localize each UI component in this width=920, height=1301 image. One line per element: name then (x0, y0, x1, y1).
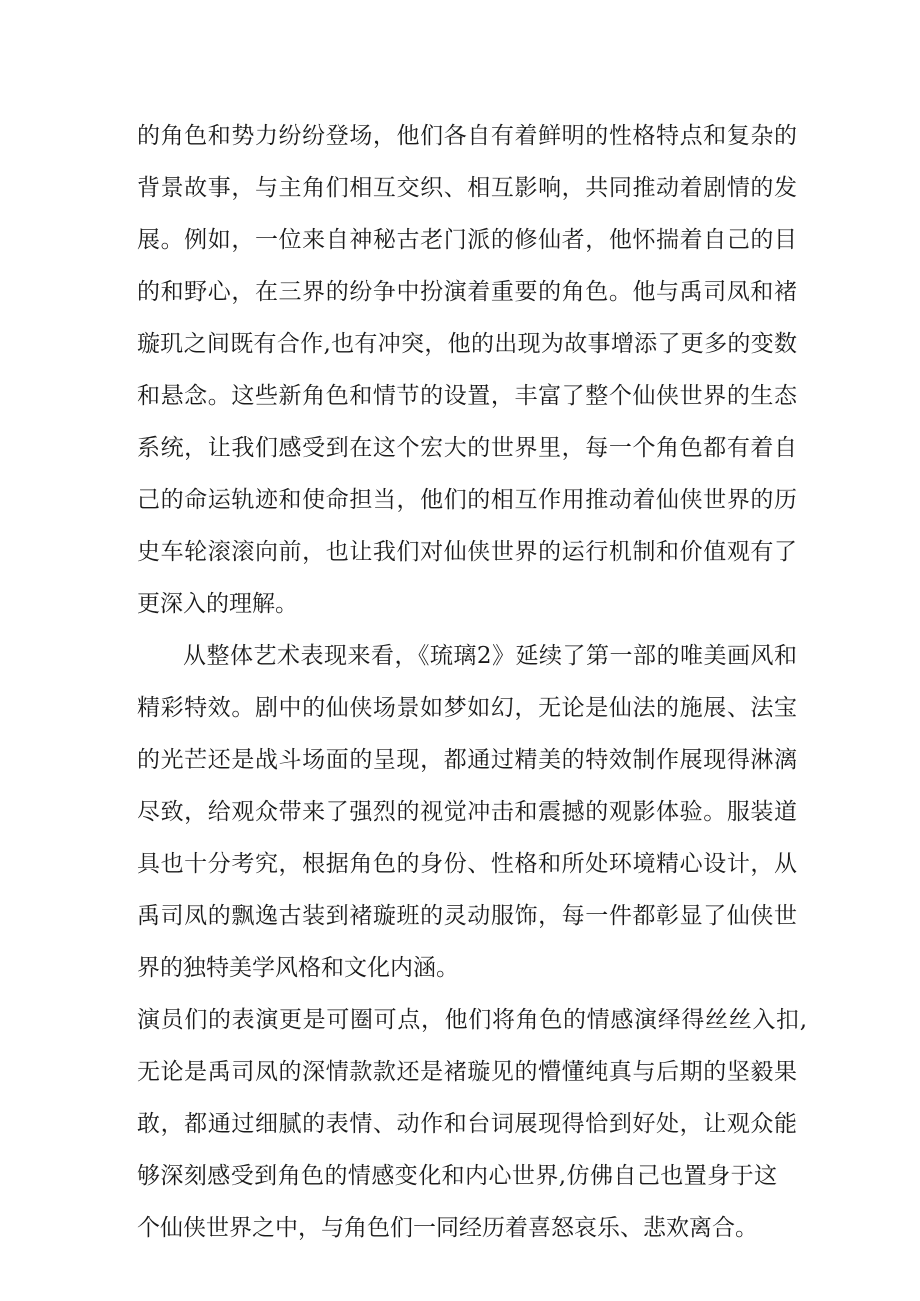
text-line: 演员们的表演更是可圈可点，他们将角色的情感演绎得丝丝入扣, (137, 1007, 807, 1033)
text-line: 精彩特效。剧中的仙侠场景如梦如幻，无论是仙法的施展、法宝 (137, 695, 797, 721)
text-line: 具也十分考究，根据角色的身份、性格和所处环境精心设计，从 (137, 851, 797, 877)
text-line: 和悬念。这些新角色和情节的设置，丰富了整个仙侠世界的生态 (137, 383, 797, 409)
text-line: 从整体艺术表现来看，《琉璃2》延续了第一部的唯美画风和 (183, 643, 797, 669)
text-line: 系统，让我们感受到在这个宏大的世界里，每一个角色都有着自 (137, 435, 797, 461)
text-line: 的光芒还是战斗场面的呈现，都通过精美的特效制作展现得淋漓 (137, 747, 797, 773)
text-line: 敢，都通过细腻的表情、动作和台词展现得恰到好处，让观众能 (137, 1111, 797, 1137)
text-line: 禹司凤的飘逸古装到褚璇班的灵动服饰，每一件都彰显了仙侠世 (137, 903, 797, 929)
text-line: 璇玑之间既有合作,也有冲突，他的出现为故事增添了更多的变数 (137, 331, 797, 357)
text-line: 无论是禹司凤的深情款款还是褚璇见的懵懂纯真与后期的坚毅果 (137, 1059, 797, 1085)
text-line: 界的独特美学风格和文化内涵。 (137, 955, 459, 981)
text-line: 的角色和势力纷纷登场，他们各自有着鲜明的性格特点和复杂的 (137, 123, 797, 149)
text-line: 够深刻感受到角色的情感变化和内心世界,仿佛自己也置身于这 (137, 1163, 777, 1189)
text-line: 个仙侠世界之中，与角色们一同经历着喜怒哀乐、悲欢离合。 (137, 1215, 758, 1241)
text-line: 尽致，给观众带来了强烈的视觉冲击和震撼的观影体验。服装道 (137, 799, 797, 825)
text-line: 史车轮滚滚向前，也让我们对仙侠世界的运行机制和价值观有了 (137, 539, 797, 565)
text-line: 更深入的理解。 (137, 591, 298, 617)
text-line: 背景故事，与主角们相互交织、相互影响，共同推动着剧情的发 (137, 175, 797, 201)
text-line: 展。例如，一位来自神秘古老门派的修仙者，他怀揣着自己的目 (137, 227, 797, 253)
text-line: 的和野心，在三界的纷争中扮演着重要的角色。他与禹司凤和褚 (137, 279, 797, 305)
text-line: 己的命运轨迹和使命担当，他们的相互作用推动着仙侠世界的历 (137, 487, 797, 513)
